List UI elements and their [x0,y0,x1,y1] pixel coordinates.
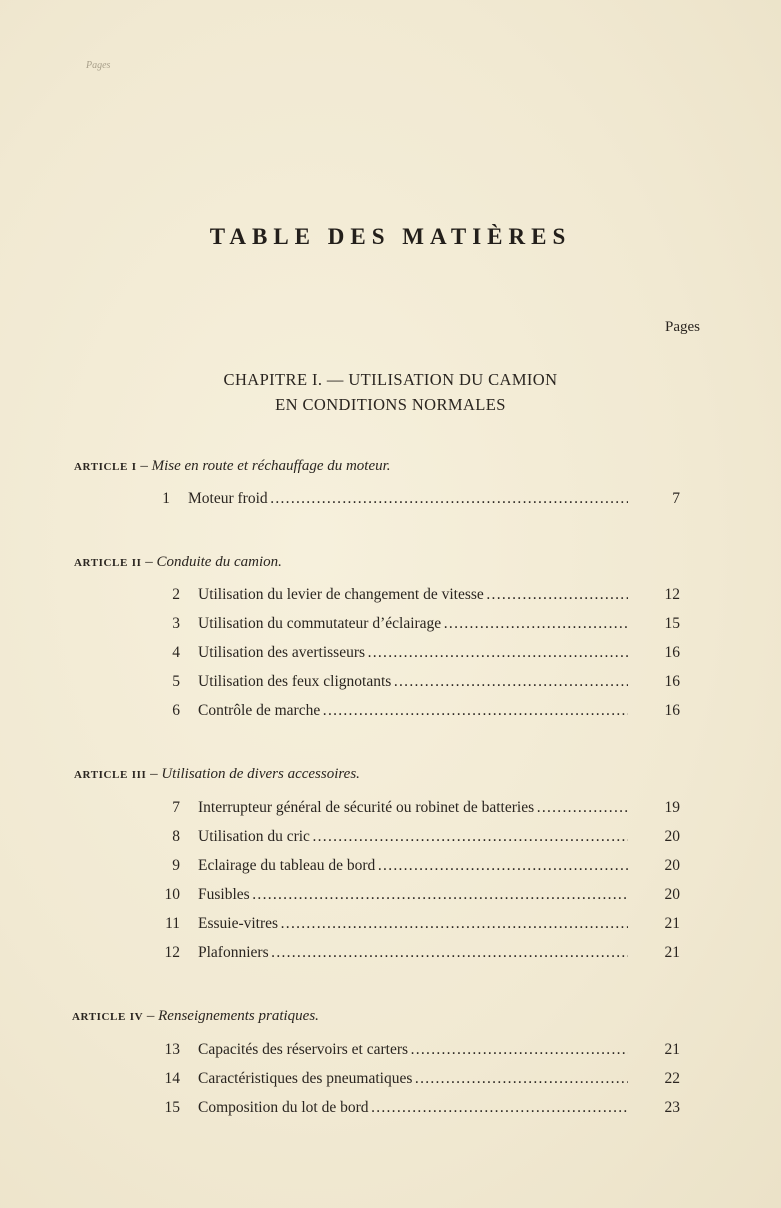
pages-column-label: Pages [665,319,700,335]
entry-number: 15 [164,1099,180,1116]
entry-number: 4 [172,644,180,661]
toc-entry[interactable] [150,613,680,635]
article-roman: IV [129,1011,144,1023]
entry-page: 7 [672,490,680,507]
article-heading: ARTICLE IV – Renseignements pratiques. [72,1008,319,1024]
entry-page: 12 [664,586,680,603]
entry-number: 8 [172,828,180,845]
entry-title: Utilisation du commutateur d’éclairage [198,615,442,632]
page-title: TABLE DES MATIÈRES [209,224,572,249]
article-roman: II [131,557,142,569]
article-label: ARTICLE [72,1011,126,1023]
toc-entry[interactable] [150,797,680,819]
entry-page: 22 [664,1070,680,1087]
entry-title: Utilisation des feux clignotants [198,673,392,690]
article-title: Conduite du camion. [156,554,282,570]
entry-page: 19 [664,799,680,816]
toc-entry[interactable] [140,488,680,510]
entry-page: 21 [664,1041,680,1058]
entry-number: 14 [164,1070,180,1087]
entry-page: 21 [664,915,680,932]
entry-page: 20 [664,857,680,874]
entry-title: Moteur froid [188,490,268,507]
entry-title: Composition du lot de bord [198,1099,369,1116]
entry-number: 7 [172,799,180,816]
entry-page: 20 [664,886,680,903]
entry-page: 16 [664,644,680,661]
toc-entry[interactable] [150,1068,680,1090]
chapter-title-line1: CHAPITRE I. — UTILISATION DU CAMION [223,370,558,389]
article-heading: ARTICLE II – Conduite du camion. [74,554,282,570]
entry-page: 23 [664,1099,680,1116]
article-title: Renseignements pratiques. [158,1008,319,1024]
article-label: ARTICLE [74,557,128,569]
toc-entry[interactable] [150,826,680,848]
toc-entry[interactable] [150,584,680,606]
toc-entry[interactable] [150,700,680,722]
entry-number: 13 [164,1041,180,1058]
article-roman: I [131,461,137,473]
toc-entry[interactable] [150,884,680,906]
toc-entry[interactable] [150,942,680,964]
toc-entry[interactable] [150,1039,680,1061]
entry-title: Fusibles [198,886,250,903]
toc-entry[interactable] [150,1097,680,1119]
entry-page: 15 [664,615,680,632]
entry-page: 16 [664,673,680,690]
chapter-title-line2: EN CONDITIONS NORMALES [275,395,506,414]
entry-title: Interrupteur général de sécurité ou robinet de batteries [198,799,535,816]
article-heading: ARTICLE I – Mise en route et réchauffage du moteur. [74,458,391,474]
toc-entry[interactable] [150,671,680,693]
entry-page: 16 [664,702,680,719]
entry-page: 21 [664,944,680,961]
entry-title: Utilisation du cric [198,828,310,845]
entry-page: 20 [664,828,680,845]
entry-number: 3 [172,615,180,632]
entry-title: Caractéristiques des pneumatiques [198,1070,413,1087]
entry-number: 1 [162,490,170,507]
entry-title: Utilisation du levier de changement de vitesse [198,586,484,603]
toc-entry[interactable] [150,642,680,664]
toc-entry[interactable] [150,855,680,877]
entry-number: 11 [165,915,180,932]
article-title: Mise en route et réchauffage du moteur. [151,458,391,474]
entry-title: Eclairage du tableau de bord [198,857,376,874]
entry-number: 5 [172,673,180,690]
article-label: ARTICLE [74,769,128,781]
toc-entry[interactable] [150,913,680,935]
entry-title: Essuie-vitres [198,915,279,932]
pencil-note: Pages [86,60,111,71]
entry-number: 12 [164,944,180,961]
chapter-heading [0,367,781,417]
article-title: Utilisation de divers accessoires. [161,766,360,782]
entry-number: 9 [172,857,180,874]
entry-title: Utilisation des avertisseurs [198,644,366,661]
entry-title: Plafonniers [198,944,269,961]
entry-title: Contrôle de marche [198,702,321,719]
article-roman: III [131,769,147,781]
entry-number: 2 [172,586,180,603]
article-heading: ARTICLE III – Utilisation de divers accessoires. [74,766,360,782]
article-label: ARTICLE [74,461,128,473]
entry-title: Capacités des réservoirs et carters [198,1041,409,1058]
entry-number: 10 [164,886,180,903]
entry-number: 6 [172,702,180,719]
